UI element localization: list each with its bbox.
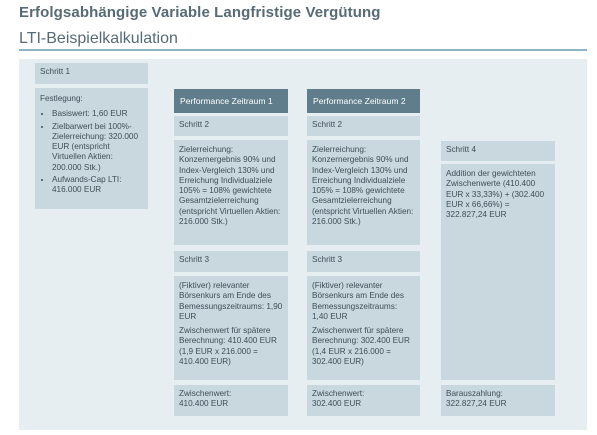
period2-step3-intermediate: Zwischenwert für spätere Berechnung: 302.400 EUR (1,4 EUR x 216.000 = 302.400 EUR) (312, 326, 410, 367)
list-item: • Basiswert: 1,60 EUR (52, 109, 143, 119)
title-divider (19, 49, 587, 51)
step1-label-box (35, 63, 148, 84)
step1-list (40, 109, 143, 195)
step4-content-box (441, 164, 555, 380)
period1-step3-label-box (174, 251, 288, 272)
page-subtitle: LTI-Beispielkalkulation (19, 30, 178, 47)
period2-step2-content-box (307, 140, 420, 245)
period2-step2-text: Zielerreichung: Konzernergebnis 90% und Index-Vergleich 130% und Erreichung Individualziele 105% = 108% gewichtete Gesamtzielerreichung (entspricht Virtuellen Aktien: 216.000 Stk.) (312, 145, 414, 227)
period1-step2-label: Schritt 2 (179, 120, 210, 129)
period2-step2-label-box (307, 116, 420, 136)
period1-result-box (174, 385, 288, 416)
step4-text: Addition der gewichteten Zwischenwerte (410.400 EUR x 33,33%) + (302.400 EUR x 66,66%) = 322.827,24 EUR (446, 169, 545, 220)
step1-content-box (35, 88, 148, 209)
list-item: • Zielbarwert bei 100%-Zielerreichung: 320.000 EUR (entspricht Virtuellen Aktien: 200.000 Stk.) (52, 122, 143, 173)
period2-step2-label: Schritt 2 (312, 120, 343, 129)
period2-step3-label-box (307, 251, 420, 272)
period2-result-value: 302.400 EUR (312, 399, 362, 409)
step4-label-box (441, 141, 555, 161)
period2-result-box (307, 385, 420, 416)
step1-label: Schritt 1 (40, 67, 71, 76)
period2-step3-content-box (307, 276, 420, 380)
period1-step2-label-box (174, 116, 288, 136)
step4-label: Schritt 4 (446, 145, 477, 154)
period1-step2-content-box (174, 140, 288, 245)
period2-step3-price: (Fiktiver) relevanter Börsenkurs am Ende des Bemessungszeitraums: 1,40 EUR (312, 281, 404, 321)
period1-step3-intermediate: Zwischenwert für spätere Berechnung: 410.400 EUR (1,9 EUR x 216.000 = 410.400 EUR) (179, 326, 277, 367)
period1-result-value: 410.400 EUR (179, 399, 229, 409)
period1-step2-text: Zielerreichung: Konzernergebnis 90% und Index-Vergleich 130% und Erreichung Individualziele 105% = 108% gewichtete Gesamtzielerreichung (entspricht Virtuellen Aktien: 216.000 Stk.) (179, 145, 281, 227)
list-item: • Aufwands-Cap LTI: 416.000 EUR (52, 175, 143, 196)
period1-step3-price: (Fiktiver) relevanter Börsenkurs am Ende des Bemessungszeitraums: 1,90 EUR (179, 281, 283, 321)
period1-header: Performance Zeitraum 1 (174, 89, 288, 113)
step1-heading: Festlegung: (40, 94, 83, 103)
page-title: Erfolgsabhängige Variable Langfristige Vergütung (19, 4, 381, 21)
payout-result-label: Barauszahlung: (446, 389, 503, 398)
payout-result-value: 322.827,24 EUR (446, 399, 507, 409)
period2-result-label: Zwischenwert: (312, 389, 365, 398)
period2-header: Performance Zeitraum 2 (307, 89, 420, 113)
period2-step3-label: Schritt 3 (312, 255, 343, 264)
period1-step3-label: Schritt 3 (179, 255, 210, 264)
payout-result-box (441, 385, 555, 416)
period1-result-label: Zwischenwert: (179, 389, 232, 398)
period1-step3-content-box (174, 276, 288, 380)
